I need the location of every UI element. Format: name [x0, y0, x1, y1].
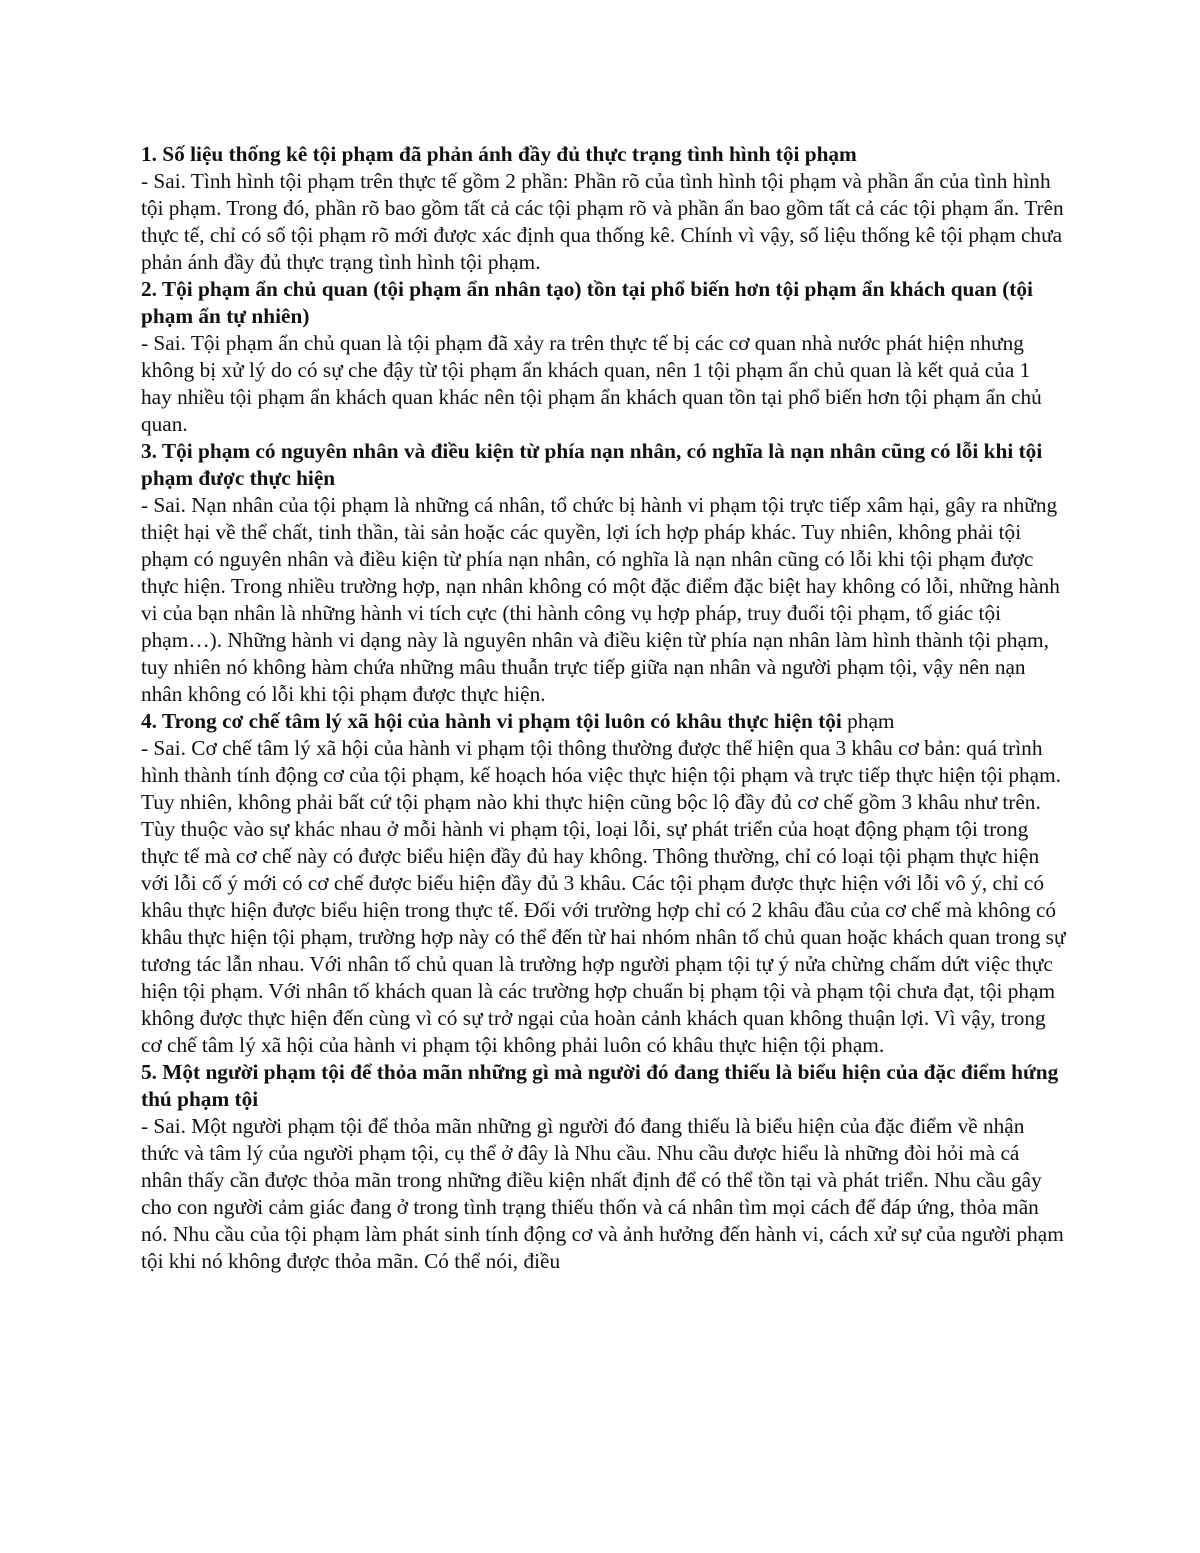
- qa-item-2: [141, 276, 1066, 438]
- qa-item-3: [141, 438, 1066, 708]
- question-text: 4. Trong cơ chế tâm lý xã hội của hành vi phạm tội luôn có khâu thực hiện tội: [141, 709, 842, 733]
- answer-paragraph: - Sai. Một người phạm tội để thỏa mãn những gì người đó đang thiếu là biểu hiện của đặc điểm về nhận thức và tâm lý của người phạm tội, cụ thể ở đây là Nhu cầu. Nhu cầu được hiểu là những đòi hỏi mà cá nhân thấy cần được thỏa mãn trong những điều kiện nhất định để có thể tồn tại và phát triển. Nhu cầu gây cho con người cảm giác đang ở trong tình trạng thiếu thốn và cá nhân tìm mọi cách để đáp ứng, thỏa mãn nó. Nhu cầu của tội phạm làm phát sinh tính động cơ và ảnh hưởng đến hành vi, cách xử sự của người phạm tội khi nó không được thỏa mãn. Có thể nói, điều: [141, 1114, 1064, 1273]
- question-heading: [141, 276, 1066, 330]
- question-heading: [141, 141, 1066, 168]
- question-text: 1. Số liệu thống kê tội phạm đã phản ánh đầy đủ thực trạng tình hình tội phạm: [141, 142, 857, 166]
- question-heading: [141, 438, 1066, 492]
- qa-item-1: [141, 141, 1066, 276]
- answer-paragraph: - Sai. Cơ chế tâm lý xã hội của hành vi phạm tội thông thường được thể hiện qua 3 khâu cơ bản: quá trình hình thành tính động cơ của tội phạm, kế hoạch hóa việc thực hiện tội phạm và trực tiếp thực hiện tội phạm. Tuy nhiên, không phải bất cứ tội phạm nào khi thực hiện cũng bộc lộ đầy đủ cơ chế gồm 3 khâu như trên. Tùy thuộc vào sự khác nhau ở mỗi hành vi phạm tội, loại lỗi, sự phát triển của hoạt động phạm tội trong thực tế mà cơ chế này có được biểu hiện đầy đủ hay không. Thông thường, chỉ có loại tội phạm thực hiện với lỗi cố ý mới có cơ chế được biểu hiện đầy đủ 3 khâu. Các tội phạm được thực hiện với lỗi vô ý, chỉ có khâu thực hiện được biểu hiện trong thực tế. Đối với trường hợp chỉ có 2 khâu đầu của cơ chế mà không có khâu thực hiện tội phạm, trường hợp này có thể đến từ hai nhóm nhân tố chủ quan hoặc khách quan trong sự tương tác lẫn nhau. Với nhân tố chủ quan là trường hợp người phạm tội tự ý nửa chừng chấm dứt việc thực hiện tội phạm. Với nhân tố khách quan là các trường hợp chuẩn bị phạm tội và phạm tội chưa đạt, tội phạm không được thực hiện đến cùng vì có sự trở ngại của hoàn cảnh khách quan không thuận lợi. Vì vậy, trong cơ chế tâm lý xã hội của hành vi phạm tội không phải luôn có khâu thực hiện tội phạm.: [141, 736, 1066, 1057]
- qa-item-4: [141, 708, 1066, 1059]
- document-page: [141, 141, 1066, 1275]
- question-heading: [141, 708, 1066, 735]
- question-tail: phạm: [841, 709, 895, 733]
- question-text: 2. Tội phạm ẩn chủ quan (tội phạm ẩn nhân tạo) tồn tại phổ biến hơn tội phạm ẩn khách quan (tội phạm ẩn tự nhiên): [141, 277, 1033, 328]
- answer-paragraph: - Sai. Nạn nhân của tội phạm là những cá nhân, tổ chức bị hành vi phạm tội trực tiếp xâm hại, gây ra những thiệt hại về thể chất, tinh thần, tài sản hoặc các quyền, lợi ích hợp pháp khác. Tuy nhiên, không phải tội phạm có nguyên nhân và điều kiện từ phía nạn nhân, có nghĩa là nạn nhân cũng có lỗi khi tội phạm được thực hiện. Trong nhiều trường hợp, nạn nhân không có một đặc điểm đặc biệt hay không có lỗi, những hành vi của bạn nhân là những hành vi tích cực (thi hành công vụ hợp pháp, truy đuổi tội phạm, tố giác tội phạm…). Những hành vi dạng này là nguyên nhân và điều kiện từ phía nạn nhân làm hình thành tội phạm, tuy nhiên nó không hàm chứa những mâu thuẫn trực tiếp giữa nạn nhân và người phạm tội, vậy nên nạn nhân không có lỗi khi tội phạm được thực hiện.: [141, 493, 1060, 706]
- qa-item-5: [141, 1059, 1066, 1275]
- answer-paragraph: - Sai. Tội phạm ẩn chủ quan là tội phạm đã xảy ra trên thực tế bị các cơ quan nhà nước phát hiện nhưng không bị xử lý do có sự che đậy từ tội phạm ẩn khách quan, nên 1 tội phạm ẩn chủ quan là kết quả của 1 hay nhiều tội phạm ẩn khách quan khác nên tội phạm ẩn khách quan tồn tại phổ biến hơn tội phạm ẩn chủ quan.: [141, 331, 1042, 436]
- question-text: 3. Tội phạm có nguyên nhân và điều kiện từ phía nạn nhân, có nghĩa là nạn nhân cũng có lỗi khi tội phạm được thực hiện: [141, 439, 1043, 490]
- question-heading: [141, 1059, 1066, 1113]
- answer-paragraph: - Sai. Tình hình tội phạm trên thực tế gồm 2 phần: Phần rõ của tình hình tội phạm và phần ẩn của tình hình tội phạm. Trong đó, phần rõ bao gồm tất cả các tội phạm rõ và phần ẩn bao gồm tất cả các tội phạm ẩn. Trên thực tế, chỉ có số tội phạm rõ mới được xác định qua thống kê. Chính vì vậy, số liệu thống kê tội phạm chưa phản ánh đầy đủ thực trạng tình hình tội phạm.: [141, 169, 1064, 274]
- question-text: 5. Một người phạm tội để thỏa mãn những gì mà người đó đang thiếu là biểu hiện của đặc điểm hứng thú phạm tội: [141, 1060, 1059, 1111]
